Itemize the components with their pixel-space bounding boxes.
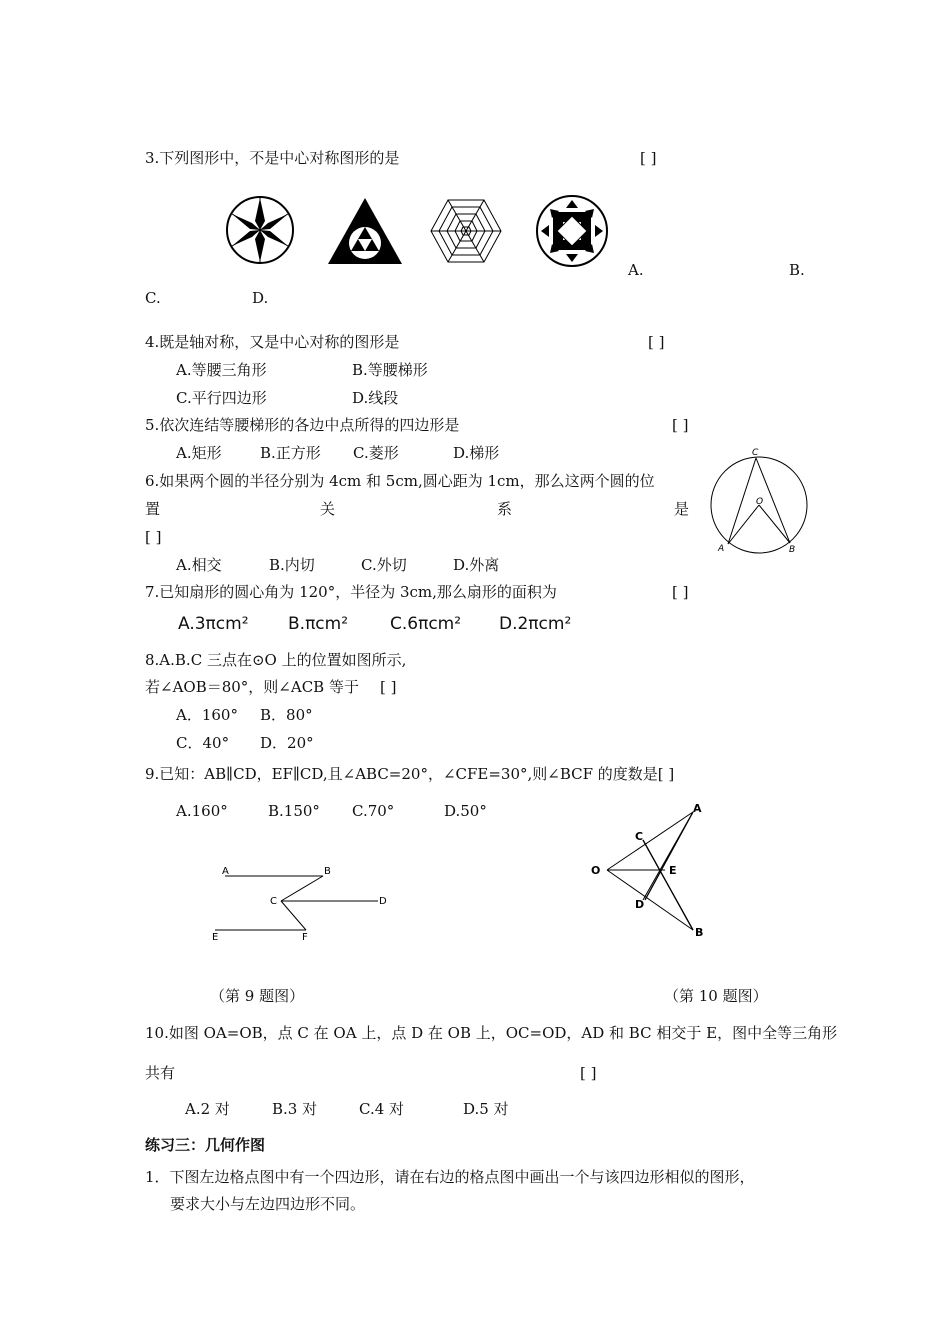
q9-option-a: A.160° [176, 802, 228, 820]
q10-bracket: [ ] [580, 1064, 597, 1082]
section-q1-line1: 1．下图左边格点图中有一个四边形，请在右边的格点图中画出一个与该四边形相似的图形， [145, 1168, 755, 1186]
q5-bracket: [ ] [672, 416, 689, 434]
q4-bracket: [ ] [648, 333, 665, 351]
q3-option-a: A. [628, 261, 644, 279]
q7-option-a: A.3πcm² [178, 614, 249, 634]
q8-line2: 若∠AOB＝80°，则∠ACB 等于 [145, 678, 359, 696]
q6-option-d: D.外离 [453, 556, 500, 574]
q6-line1: 6.如果两个圆的半径分别为 4cm 和 5cm,圆心距为 1cm，那么这两个圆的位 [145, 472, 655, 490]
q10-figure [585, 800, 715, 940]
section-title: 练习三：几何作图 [145, 1136, 266, 1154]
q6-word-1: 置 [145, 500, 161, 518]
q9-caption: （第 9 题图） [210, 987, 305, 1005]
q10-fig-label-a: A [693, 802, 702, 815]
q10-caption: （第 10 题图） [664, 987, 768, 1005]
q5-option-d: D.梯形 [453, 444, 500, 462]
q10-option-c: C.4 对 [359, 1100, 405, 1118]
q5-option-a: A.矩形 [176, 444, 222, 462]
q6-word-3: 系 [497, 500, 513, 518]
q7-option-d: D.2πcm² [499, 614, 572, 634]
q8-circle-figure [703, 445, 813, 557]
q9-text: 9.已知：AB∥CD，EF∥CD,且∠ABC=20°，∠CFE=30°,则∠BCF 的度数是[ ] [145, 765, 675, 783]
q3-text: 3.下列图形中，不是中心对称图形的是 [145, 149, 400, 167]
q5-option-b: B.正方形 [260, 444, 321, 462]
q10-line1: 10.如图 OA=OB，点 C 在 OA 上，点 D 在 OB 上，OC=OD，AD 和 BC 相交于 E，图中全等三角形 [145, 1024, 838, 1042]
q3-option-b: B. [789, 261, 805, 279]
q10-fig-label-c: C [635, 830, 644, 843]
q9-option-d: D.50° [444, 802, 487, 820]
q9-fig-label-c: C [270, 896, 277, 907]
q7-option-c: C.6πcm² [390, 614, 462, 634]
q9-fig-label-b: B [324, 866, 331, 877]
q6-word-4: 是 [674, 500, 690, 518]
q9-fig-label-d: D [379, 896, 387, 907]
q10-fig-label-o: O [591, 864, 601, 877]
q3-figure-d [535, 194, 609, 268]
section-q1-line2: 要求大小与左边四边形不同。 [170, 1195, 366, 1213]
q8-option-b: B．80° [260, 706, 313, 724]
q7-text: 7.已知扇形的圆心角为 120°，半径为 3cm,那么扇形的面积为 [145, 583, 557, 601]
q4-option-a: A.等腰三角形 [176, 361, 267, 379]
q8-bracket: [ ] [380, 678, 397, 696]
q3-figure-c [430, 198, 502, 264]
q6-option-c: C.外切 [361, 556, 407, 574]
q5-option-c: C.菱形 [353, 444, 399, 462]
q10-option-b: B.3 对 [272, 1100, 318, 1118]
fig-circle-label-c: C [752, 448, 759, 458]
q7-option-b: B.πcm² [288, 614, 349, 634]
q9-option-c: C.70° [352, 802, 395, 820]
q10-option-a: A.2 对 [185, 1100, 230, 1118]
q9-option-b: B.150° [268, 802, 320, 820]
fig-circle-label-a: A [718, 544, 725, 554]
q9-figure [205, 860, 405, 950]
q4-option-d: D.线段 [352, 389, 399, 407]
q6-option-b: B.内切 [269, 556, 315, 574]
q6-option-a: A.相交 [176, 556, 222, 574]
q3-figure-a [225, 195, 295, 265]
q8-option-c: C．40° [176, 734, 230, 752]
fig-circle-label-o: O [756, 497, 764, 507]
q10-line2: 共有 [145, 1064, 176, 1082]
q8-option-d: D．20° [260, 734, 314, 752]
q10-option-d: D.5 对 [463, 1100, 509, 1118]
q4-option-b: B.等腰梯形 [352, 361, 428, 379]
q3-figure-b [326, 196, 404, 266]
q5-text: 5.依次连结等腰梯形的各边中点所得的四边形是 [145, 416, 460, 434]
q10-fig-label-e: E [669, 864, 677, 877]
q6-word-2: 关 [320, 500, 336, 518]
q3-option-d: D. [252, 289, 269, 307]
q4-text: 4.既是轴对称，又是中心对称的图形是 [145, 333, 400, 351]
q9-fig-label-e: E [212, 932, 219, 943]
q10-fig-label-b: B [695, 926, 704, 939]
fig-circle-label-b: B [789, 545, 796, 555]
q9-fig-label-a: A [222, 866, 229, 877]
q4-option-c: C.平行四边形 [176, 389, 267, 407]
q6-bracket: [ ] [145, 528, 162, 546]
q3-bracket: [ ] [640, 149, 657, 167]
q9-fig-label-f: F [302, 932, 308, 943]
q8-line1: 8.A.B.C 三点在⊙O 上的位置如图所示, [145, 651, 407, 669]
q3-option-c: C. [145, 289, 161, 307]
q8-option-a: A．160° [176, 706, 238, 724]
q10-fig-label-d: D [635, 898, 645, 911]
q7-bracket: [ ] [672, 583, 689, 601]
